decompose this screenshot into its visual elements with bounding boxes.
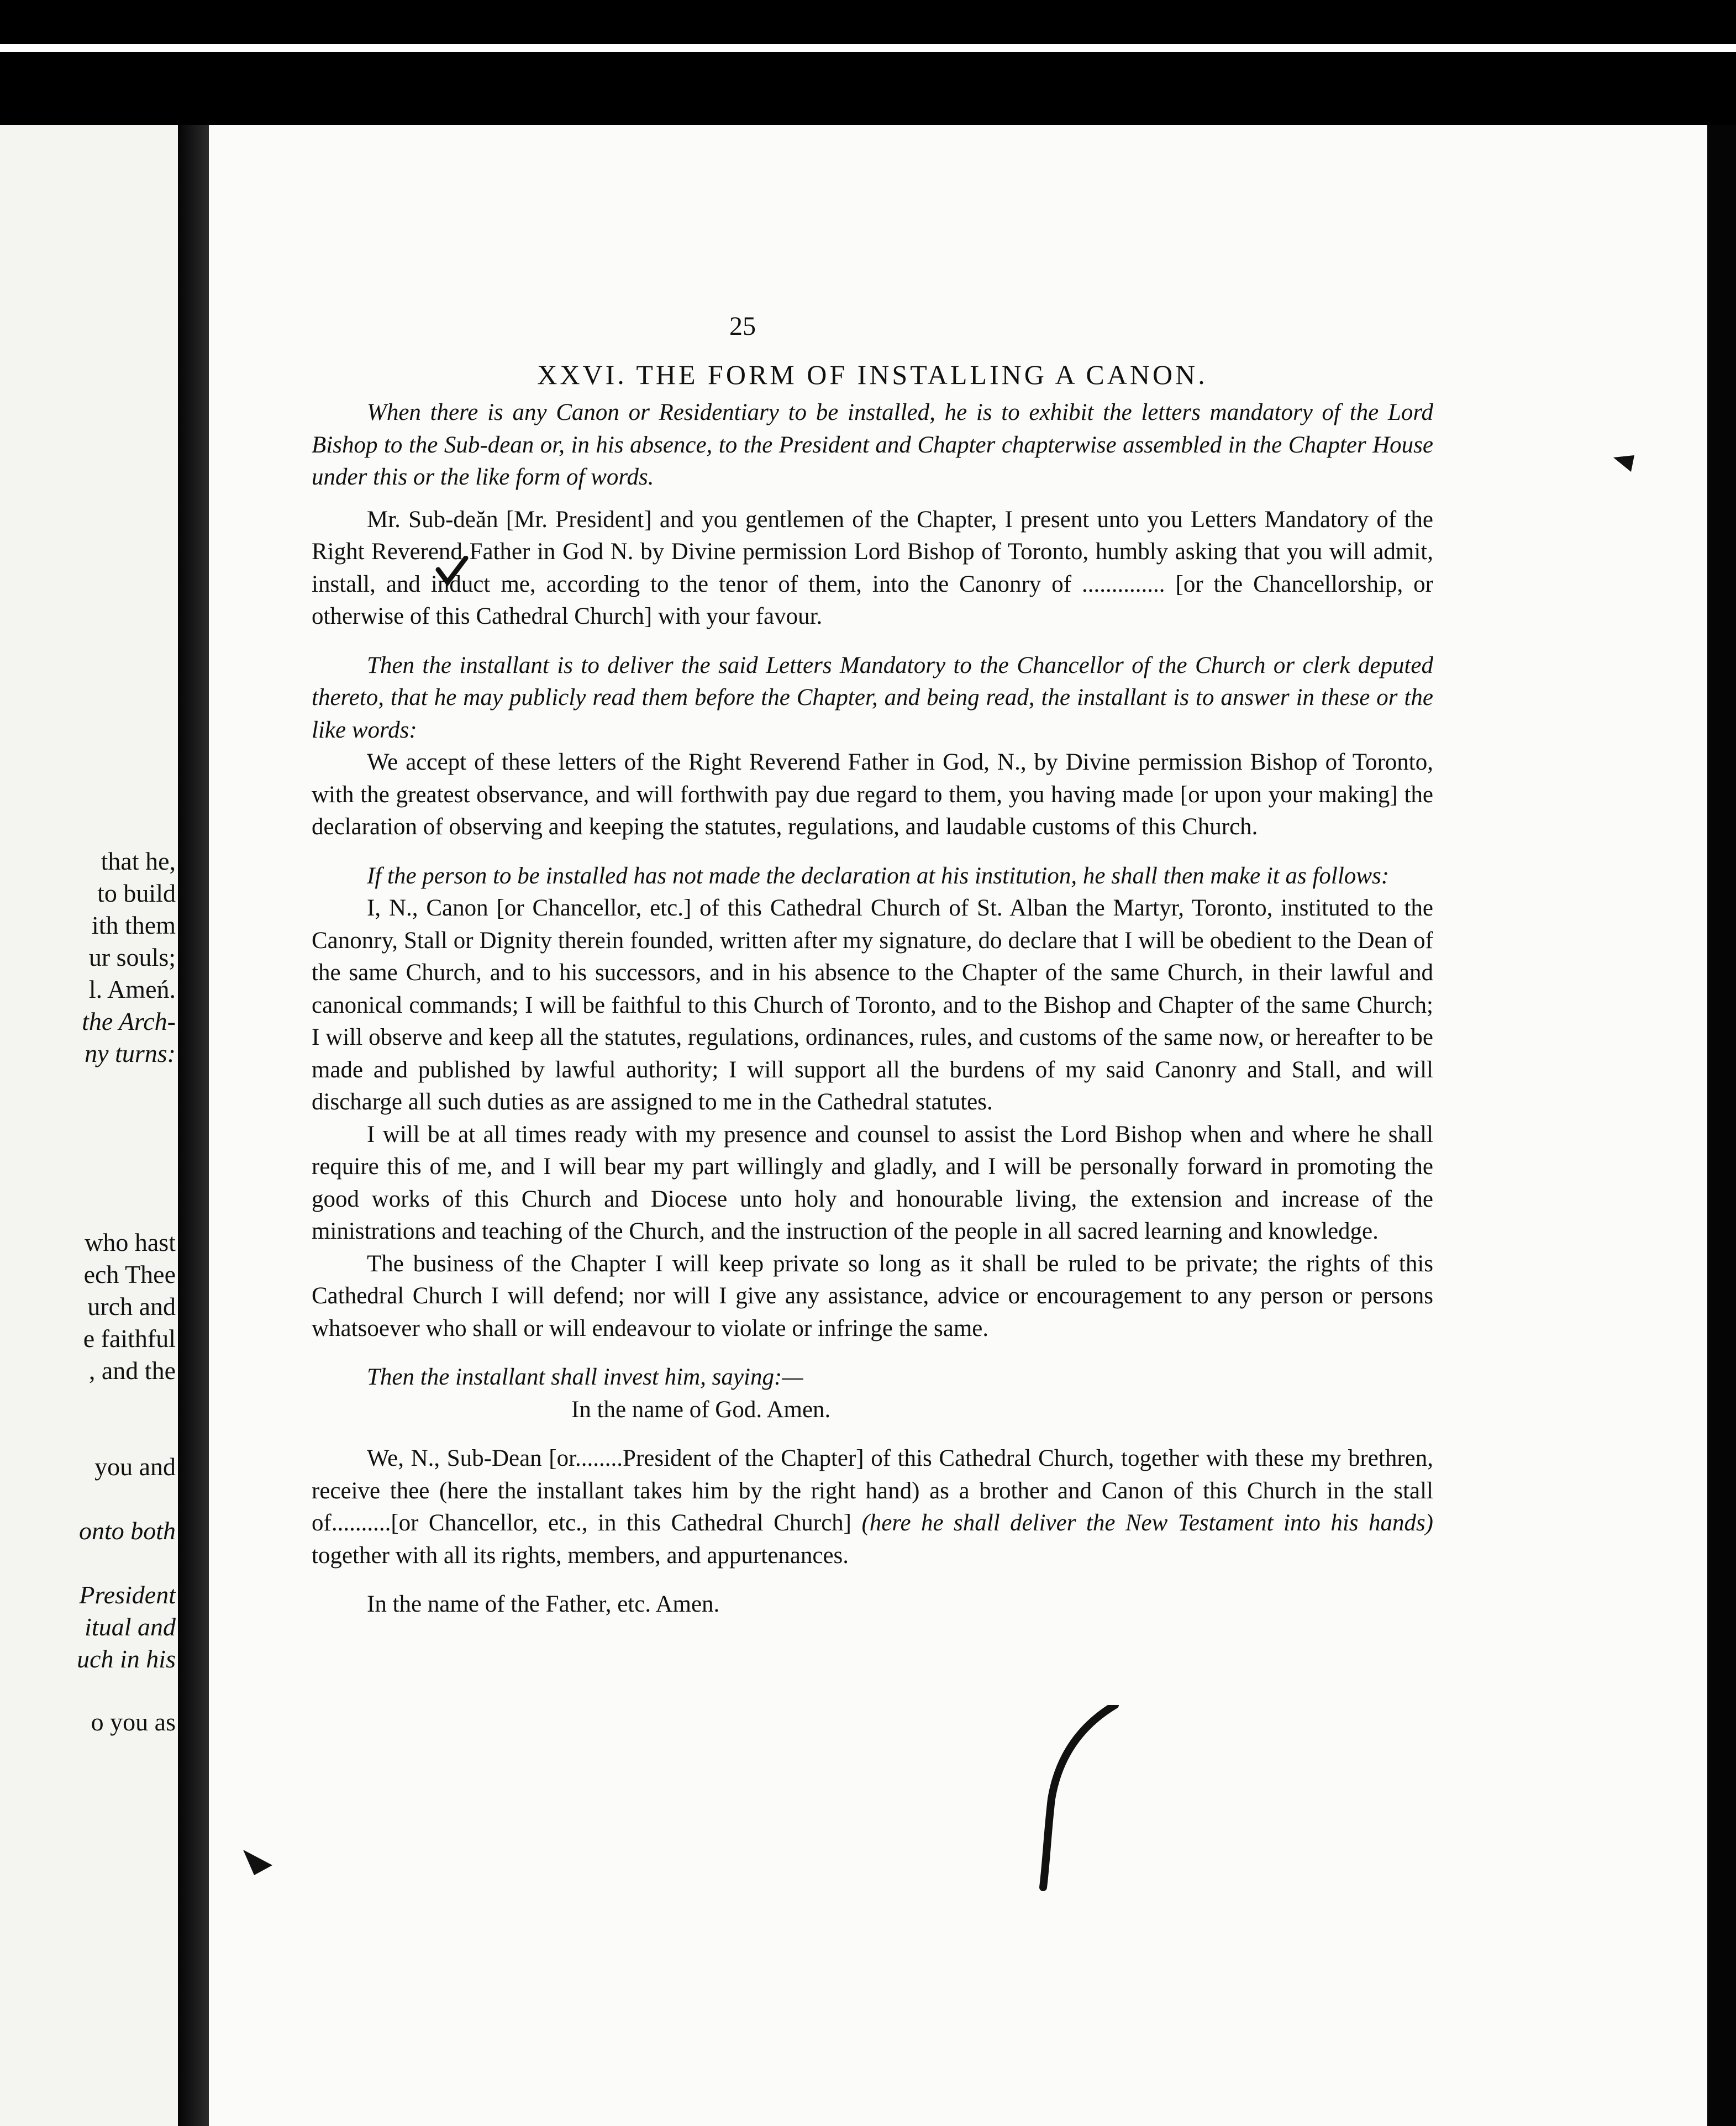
left-page-fragment: ith them — [91, 911, 176, 939]
left-page-fragment: uch in his — [77, 1645, 176, 1673]
paragraph-receive-part-1: We, N., Sub-Dean [or........President of the Chapter] of this Cathedral Church, together with these my brethren, receive thee (here the installant takes him by the right hand) as a brother and Canon of this Church in the stall of..........[or Chancellor, etc., in this Cathedral Church] — [312, 1445, 1433, 1536]
left-page-fragment: o you as — [91, 1708, 176, 1736]
paragraph-counsel: I will be at all times ready with my presence and counsel to assist the Lord Bishop when and where he shall require this of me, and I will bear my part willingly and gladly, and I will be personally forward in promoting the good works of this Church and Diocese unto holy and honourable living, the extension and increase of the ministrations and teaching of the Church, and the instruction of the people in all sacred learning and knowledge. — [312, 1121, 1433, 1244]
paragraph-receive — [312, 1443, 1433, 1572]
left-page-fragment: l. Ameń. — [88, 975, 176, 1003]
rubric-deliver-letters: Then the installant is to deliver the said Letters Mandatory to the Chancellor of the Church or clerk deputed thereto, that he may publicly read them before the Chapter, and being read, the installant is to answer in these or the like words: — [312, 652, 1433, 743]
rubric-invest: Then the installant shall invest him, saying:— — [367, 1364, 803, 1390]
closing-line: In the name of the Father, etc. Amen. — [367, 1591, 720, 1617]
paragraph-receive-part-2: together with all its rights, members, and appurtenances. — [312, 1542, 849, 1569]
left-page-fragment: you and — [94, 1453, 176, 1481]
ink-stroke-mark — [1027, 1705, 1137, 1893]
section-title: XXVI. THE FORM OF INSTALLING A CANON. — [537, 359, 1208, 390]
page-gutter — [178, 125, 209, 2126]
rubric-exhibit-letters: When there is any Canon or Residentiary to be installed, he is to exhibit the letters mandatory of the Lord Bishop to the Sub-dean or, in his absence, to the President and Chapter chapterwise assembled in the Chapter House under this or the like form of words. — [312, 399, 1433, 490]
left-page-fragment: President — [79, 1581, 176, 1609]
left-page-fragment: itual and — [85, 1613, 176, 1641]
margin-arrow-mark — [1612, 452, 1640, 474]
left-page — [0, 125, 178, 2126]
left-page-fragment: e faithful — [83, 1324, 176, 1353]
page-number: 25 — [729, 312, 756, 341]
left-page-fragment: to build — [97, 879, 176, 907]
right-page-edge — [1707, 125, 1736, 2126]
left-page-fragment: that he, — [101, 847, 176, 875]
line-invest: In the name of God. Amen. — [571, 1396, 831, 1423]
paragraph-accept-letters: We accept of these letters of the Right Reverend Father in God, N., by Divine permission Bishop of Toronto, with the greatest observance, and will forthwith pay due regard to them, you having made [or upon your making] the declaration of observing and keeping the statutes, regulations, and laudable customs of this Church. — [312, 749, 1433, 840]
margin-arrow-mark-lower — [242, 1849, 275, 1882]
right-page — [209, 125, 1707, 2126]
rubric-inline-testament: (here he shall deliver the New Testament into his hands) — [861, 1510, 1433, 1536]
paragraph-present-letters: Mr. Sub-deăn [Mr. President] and you gentlemen of the Chapter, I present unto you Letters Mandatory of the Right Reverend Father in God N. by Divine permission Lord Bishop of Toronto, humbly asking that you will admit, install, and induct me, according to the tenor of them, into the Canonry of .............. [or the Chancellorship, or otherwise of this Cathedral Church] with your favour. — [312, 506, 1433, 629]
rubric-declaration: If the person to be installed has not made the declaration at his institution, he shall then make it as follows: — [367, 862, 1390, 889]
left-page-fragment: the Arch- — [82, 1007, 176, 1035]
left-page-fragment: ny turns: — [85, 1039, 176, 1067]
left-page-fragment: , and the — [88, 1356, 176, 1385]
check-mark — [435, 556, 469, 589]
left-page-fragment: ur souls; — [88, 943, 176, 971]
page-text — [312, 307, 1433, 1621]
left-page-fragment: ech Thee — [83, 1260, 176, 1288]
film-border-top — [0, 44, 1736, 52]
paragraph-chapter-business: The business of the Chapter I will keep private so long as it shall be ruled to be private; the rights of this Cathedral Church I will defend; nor will I give any assistance, advice or encouragement to any person or persons whatsoever who shall or will endeavour to violate or infringe the same. — [312, 1250, 1433, 1341]
left-page-fragment: urch and — [87, 1292, 176, 1320]
paragraph-declaration: I, N., Canon [or Chancellor, etc.] of this Cathedral Church of St. Alban the Martyr, Toronto, instituted to the Canonry, Stall or Dignity therein founded, written after my signature, do declare that I will be obedient to the Dean of the same Church, and to his successors, and in his absence to the Chapter of the same Church, in their lawful and canonical commands; I will be faithful to this Church of Toronto, and to the Bishop and Chapter of the same Church; I will observe and keep all the statutes, regulations, ordinances, rules, and customs of the same now, or hereafter to be made and published by lawful authority; I will support all the burdens of my said Canonry and Stall, and will discharge all such duties as are assigned to me in the Cathedral statutes. — [312, 895, 1433, 1115]
left-page-fragment: who hast — [85, 1228, 176, 1256]
left-page-fragment: onto both — [78, 1517, 176, 1545]
